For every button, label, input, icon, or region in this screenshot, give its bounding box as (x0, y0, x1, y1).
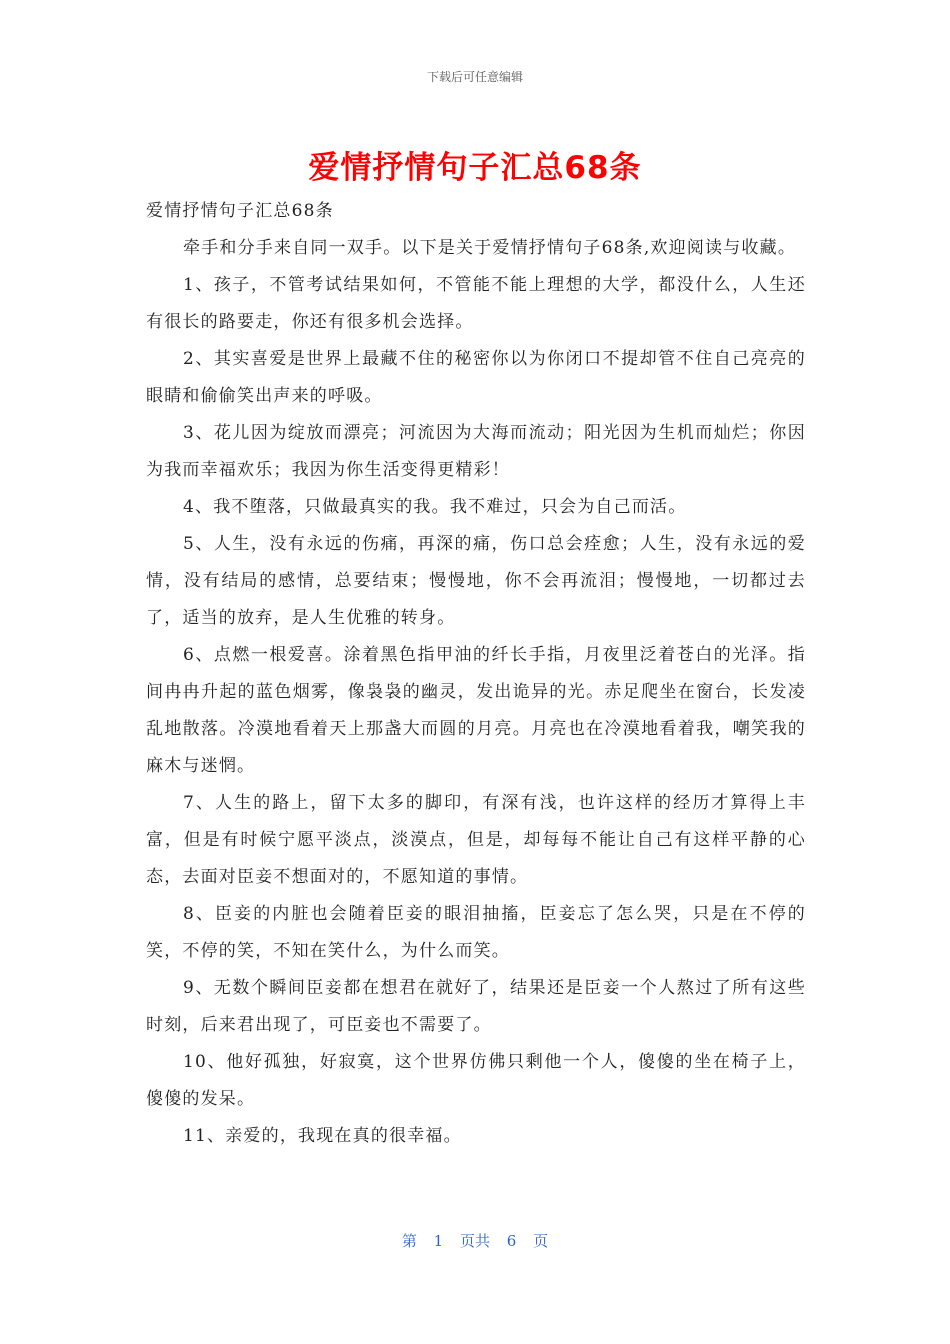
paragraph-item-6: 6、点燃一根爱喜。涂着黑色指甲油的纤长手指，月夜里泛着苍白的光泽。指间冉冉升起的蓝色烟雾，像袅袅的幽灵，发出诡异的光。赤足爬坐在窗台，长发凌乱地散落。冷漠地看着天上那盏大而圆的月亮。月亮也在冷漠地看着我，嘲笑我的麻木与迷惘。 (146, 645, 806, 776)
footer-page-current: 1 (433, 1232, 444, 1250)
document-title: 爱情抒情句子汇总68条 (308, 150, 642, 186)
page-footer (0, 1230, 950, 1251)
paragraph-item-5: 5、人生，没有永远的伤痛，再深的痛，伤口总会痊愈；人生，没有永远的爱情，没有结局的感情，总要结束；慢慢地，你不会再流泪；慢慢地，一切都过去了，适当的放弃，是人生优雅的转身。 (146, 534, 806, 628)
paragraph-item-4: 4、我不堕落，只做最真实的我。我不难过，只会为自己而活。 (183, 497, 687, 517)
footer-page-of: 页共 (459, 1232, 490, 1250)
paragraph-item-11: 11、亲爱的，我现在真的很幸福。 (183, 1126, 462, 1146)
document-body (146, 193, 806, 1155)
paragraph-item-10: 10、他好孤独，好寂寞，这个世界仿佛只剩他一个人，傻傻的坐在椅子上，傻傻的发呆。 (146, 1052, 806, 1109)
paragraph-item-3: 3、花儿因为绽放而漂亮；河流因为大海而流动；阳光因为生机而灿烂；你因为我而幸福欢乐；我因为你生活变得更精彩！ (146, 423, 806, 480)
header-note: 下载后可任意编辑 (426, 70, 523, 84)
footer-page-suffix: 页 (533, 1232, 549, 1250)
document-subtitle: 爱情抒情句子汇总68条 (146, 201, 334, 221)
paragraph-item-9: 9、无数个瞬间臣妾都在想君在就好了，结果还是臣妾一个人熬过了所有这些时刻，后来君出现了，可臣妾也不需要了。 (146, 978, 806, 1035)
paragraph-item-2: 2、其实喜爱是世界上最藏不住的秘密你以为你闭口不提却管不住自己亮亮的眼睛和偷偷笑出声来的呼吸。 (146, 349, 806, 406)
footer-page-label: 第 (401, 1232, 417, 1250)
paragraph-item-8: 8、臣妾的内脏也会随着臣妾的眼泪抽搐，臣妾忘了怎么哭，只是在不停的笑，不停的笑，不知在笑什么，为什么而笑。 (146, 904, 806, 961)
paragraph-item-7: 7、人生的路上，留下太多的脚印，有深有浅，也许这样的经历才算得上丰富，但是有时候宁愿平淡点，淡漠点，但是，却每每不能让自己有这样平静的心态，去面对臣妾不想面对的，不愿知道的事情。 (146, 793, 806, 887)
paragraph-item-1: 1、孩子，不管考试结果如何，不管能不能上理想的大学，都没什么，人生还有很长的路要走，你还有很多机会选择。 (146, 275, 806, 332)
paragraph-intro: 牵手和分手来自同一双手。以下是关于爱情抒情句子68条,欢迎阅读与收藏。 (183, 238, 797, 258)
footer-page-total: 6 (506, 1232, 517, 1250)
